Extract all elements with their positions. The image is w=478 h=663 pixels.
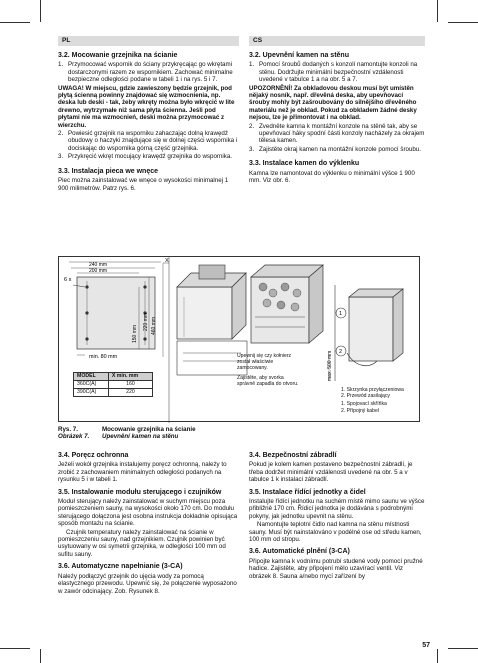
language-label-cs: CS (253, 37, 263, 44)
cs-list-item-2: 2. Zvedněte kamna k montážní konzole na stěně tak, aby se upevňovací háky spodní části konzoly nacházely za okrajem tělesa kamen. (249, 122, 425, 145)
pl-section-3-2-title: 3.2. Mocowanie grzejnika na ścianie (58, 52, 178, 59)
wall-bracket-diagram (69, 262, 169, 357)
figure-7 (58, 256, 420, 422)
cs-warning: UPOZORNĚNÍ! Za obkladovou deskou musí být umístěn nějaký nosník, např. dřevěná deska, aby upevňovací šrouby mohly být zašroubovány do silnějšího dřevěného materiálu než je obklad. Pokud za obkladem žádné desky nejsou, lze je přimontovat i na obklad. (249, 84, 417, 122)
language-bar-cs (249, 36, 425, 46)
pl-list-item-1: 1. Przymocować wspornik do ściany przykręcając go wkrętami dostarczonymi razem ze wspornikiem. Zachować minimalne bezpieczne odległości podane w tabeli 1 i na rys. 5 i 7. (58, 61, 233, 84)
model-table (73, 372, 153, 397)
cs-section-3-5-title: 3.5. Instalace řídící jednotky a čidel (249, 488, 366, 496)
pl-section-3-6-title: 3.6. Automatyczne napełnianie (3-CA) (58, 563, 183, 571)
callout-1: 1 (339, 311, 342, 317)
dimension-220: 220 mm (143, 312, 149, 331)
pl-section-3-4-text: Jeżeli wokół grzejnika instalujemy poręcz ochronną, należy to zrobić z zachowaniem minimalnych odległości podanych na rysunku 5 i w tabeli 1. (58, 461, 227, 484)
cs-section-3-6-text: Připojte kamna k vodnímu potrubí studené vody pomocí pružné hadice. Zajistěte, aby připojení mělo uzavírací ventil. Viz obrázek 8. Sauna a/nebo mycí zařízení by (249, 557, 423, 580)
caption-cs: Obrázek 7. Upevnění kamen na stěnu (58, 433, 179, 440)
pl-column-top (58, 52, 239, 193)
cs-list-item-1: 1. Pomocí šroubů dodaných s konzolí namontujte konzoli na stěnu. Dodržujte minimální bezpečnostní vzdálenosti uvedené v tabulce 1 a na obr. 5 a 7. (249, 61, 418, 84)
pl-list-item-3: 3. Przykręcić wkręt mocujący krawędź grzejnika do wspornika. (58, 153, 233, 161)
cs-section-3-4-text: Pokud je kolem kamen postaveno bezpečnostní zábradlí, je třeba dodržet minimální vzdálenosti uvedené na obr. 5 a v tabulce 1 k instalaci zábradlí. (249, 461, 413, 484)
cs-list-item-3: 3. Zajistěte okraj kamen na montážní konzole pomocí šroubu. (249, 145, 421, 153)
cs-section-3-6-title: 3.6. Automatické plnění (3-CA) (249, 548, 350, 556)
figure-legend: 1. Skrzynka przyłączeniowa 2. Przewód zasilający 1. Spojovací skříňka 2. Přípojný kabel (341, 387, 404, 414)
cs-column-top (249, 52, 425, 186)
junction-box-diagram (329, 285, 403, 381)
pl-section-3-5-text-1: Moduł sterujący należy zainstalować w suchym miejscu poza pomieszczeniem sauny, na wysokości około 170 cm. Do modułu sterującego dołączona jest osobna instrukcja dokładnie opisująca sposób montażu na ścianie. (58, 498, 238, 528)
pl-section-3-3-text: Piec można zainstalować we wnęce o wysokości minimalnej 1 900 milimetrów. Patrz rys. 6. (58, 177, 229, 192)
table-header-model: MODEL (74, 373, 109, 381)
table-header-xmin: X min. mm (108, 373, 152, 381)
dimension-200: 200 mm (89, 268, 108, 274)
pl-section-3-5-text-2: Czujnik temperatury należy zainstalować na ścianie w pomieszczeniu sauny, nad grzejnikiem. Czujnik powinien być usytuowany w osi symetrii grzejnika, w odległości 100 mm od sufitu sauny. (58, 528, 226, 558)
cs-column-bottom (249, 452, 425, 581)
pl-list-item-2: 2. Powiesić grzejnik na wsporniku zahaczając dolną krawędź obudowy o haczyki znajdujące się w dolnej części wspornika i dociskając do wspornika górną część grzejnika. (58, 130, 238, 152)
bracket-count-label: 6 x (64, 277, 72, 283)
table-header-row (74, 373, 153, 381)
pl-section-3-6-text: Należy podłączyć grzejnik do ujęcia wody za pomocą elastycznego przewodu. Upewnić się, że połączenie wyposażono w zawór odcinający. Zob. Rysunek 8. (58, 572, 237, 595)
pl-section-3-4-title: 3.4. Poręcz ochronna (58, 452, 129, 459)
cs-section-3-5-text-2: Namontujte teplotní čidlo nad kamna na stěnu místnosti sauny. Musí být nainstalováno v podélné ose od středu kamen, 100 mm od stropu. (249, 521, 422, 544)
dimension-240: 240 mm (89, 262, 108, 268)
cs-section-3-5-text-1: Instalujte řídící jednotku na suchém místě mimo saunu ve výšce přibližně 170 cm. Řídicí jednotka je dodávána s podrobnými pokyny, jak jednotku upevnit na stěnu. (249, 498, 425, 520)
pl-section-3-3-title: 3.3. Instalacja pieca we wnęce (58, 167, 158, 175)
pl-column-bottom (58, 452, 239, 596)
cs-section-3-2-title: 3.2. Upevnění kamen na stěnu (249, 52, 349, 59)
language-label-pl: PL (62, 37, 71, 44)
pl-section-3-5-title: 3.5. Instalowanie modułu sterującego i czujników (58, 488, 222, 496)
clip-note-pl: Upewnij się czy kołnierz został właściwie zamocowany. (237, 353, 292, 372)
clip-note (237, 353, 301, 387)
cs-section-3-3-text: Kamna lze namontovat do výklenku o minimální výšce 1 900 mm. Viz obr. 6. (249, 169, 415, 185)
dimension-150: 150 mm (132, 324, 138, 343)
pl-warning: UWAGA! W miejscu, gdzie zawieszony będzie grzejnik, pod płytą ścienną powinny znajdować się wzmocnienia, np. deska lub deski - tak, żeby wkręty można było wkręcić w lite drewno, wytrzymałe niż sama płyta ścienna. Jeśli pod płytami nie ma wzmocnień, deski można przymocować z wierzchu. (58, 84, 235, 129)
max-500-label: max. 500 mm (327, 350, 333, 381)
x-dimension-label: X (165, 258, 169, 264)
language-bar-pl (58, 36, 239, 46)
clip-note-cs: Zajistěte, aby svorka správně zapadla do otvoru. (237, 374, 299, 387)
heater-stones-diagram (251, 265, 323, 343)
table-row: 360C(A) 160 (74, 381, 153, 389)
dimension-460: 460 mm (151, 316, 157, 335)
page-number: 57 (422, 641, 430, 649)
cs-section-3-3-title: 3.3. Instalace kamen do výklenku (249, 160, 360, 168)
table-row: 390C(A) 220 (74, 389, 153, 397)
min-80-label: min. 80 mm (89, 354, 118, 360)
cs-section-3-4-title: 3.4. Bezpečnostní zábradlí (249, 452, 337, 459)
caption-pl: Rys. 7. Mocowanie grzejnika na ścianie (58, 426, 196, 433)
callout-2: 2 (339, 349, 342, 355)
